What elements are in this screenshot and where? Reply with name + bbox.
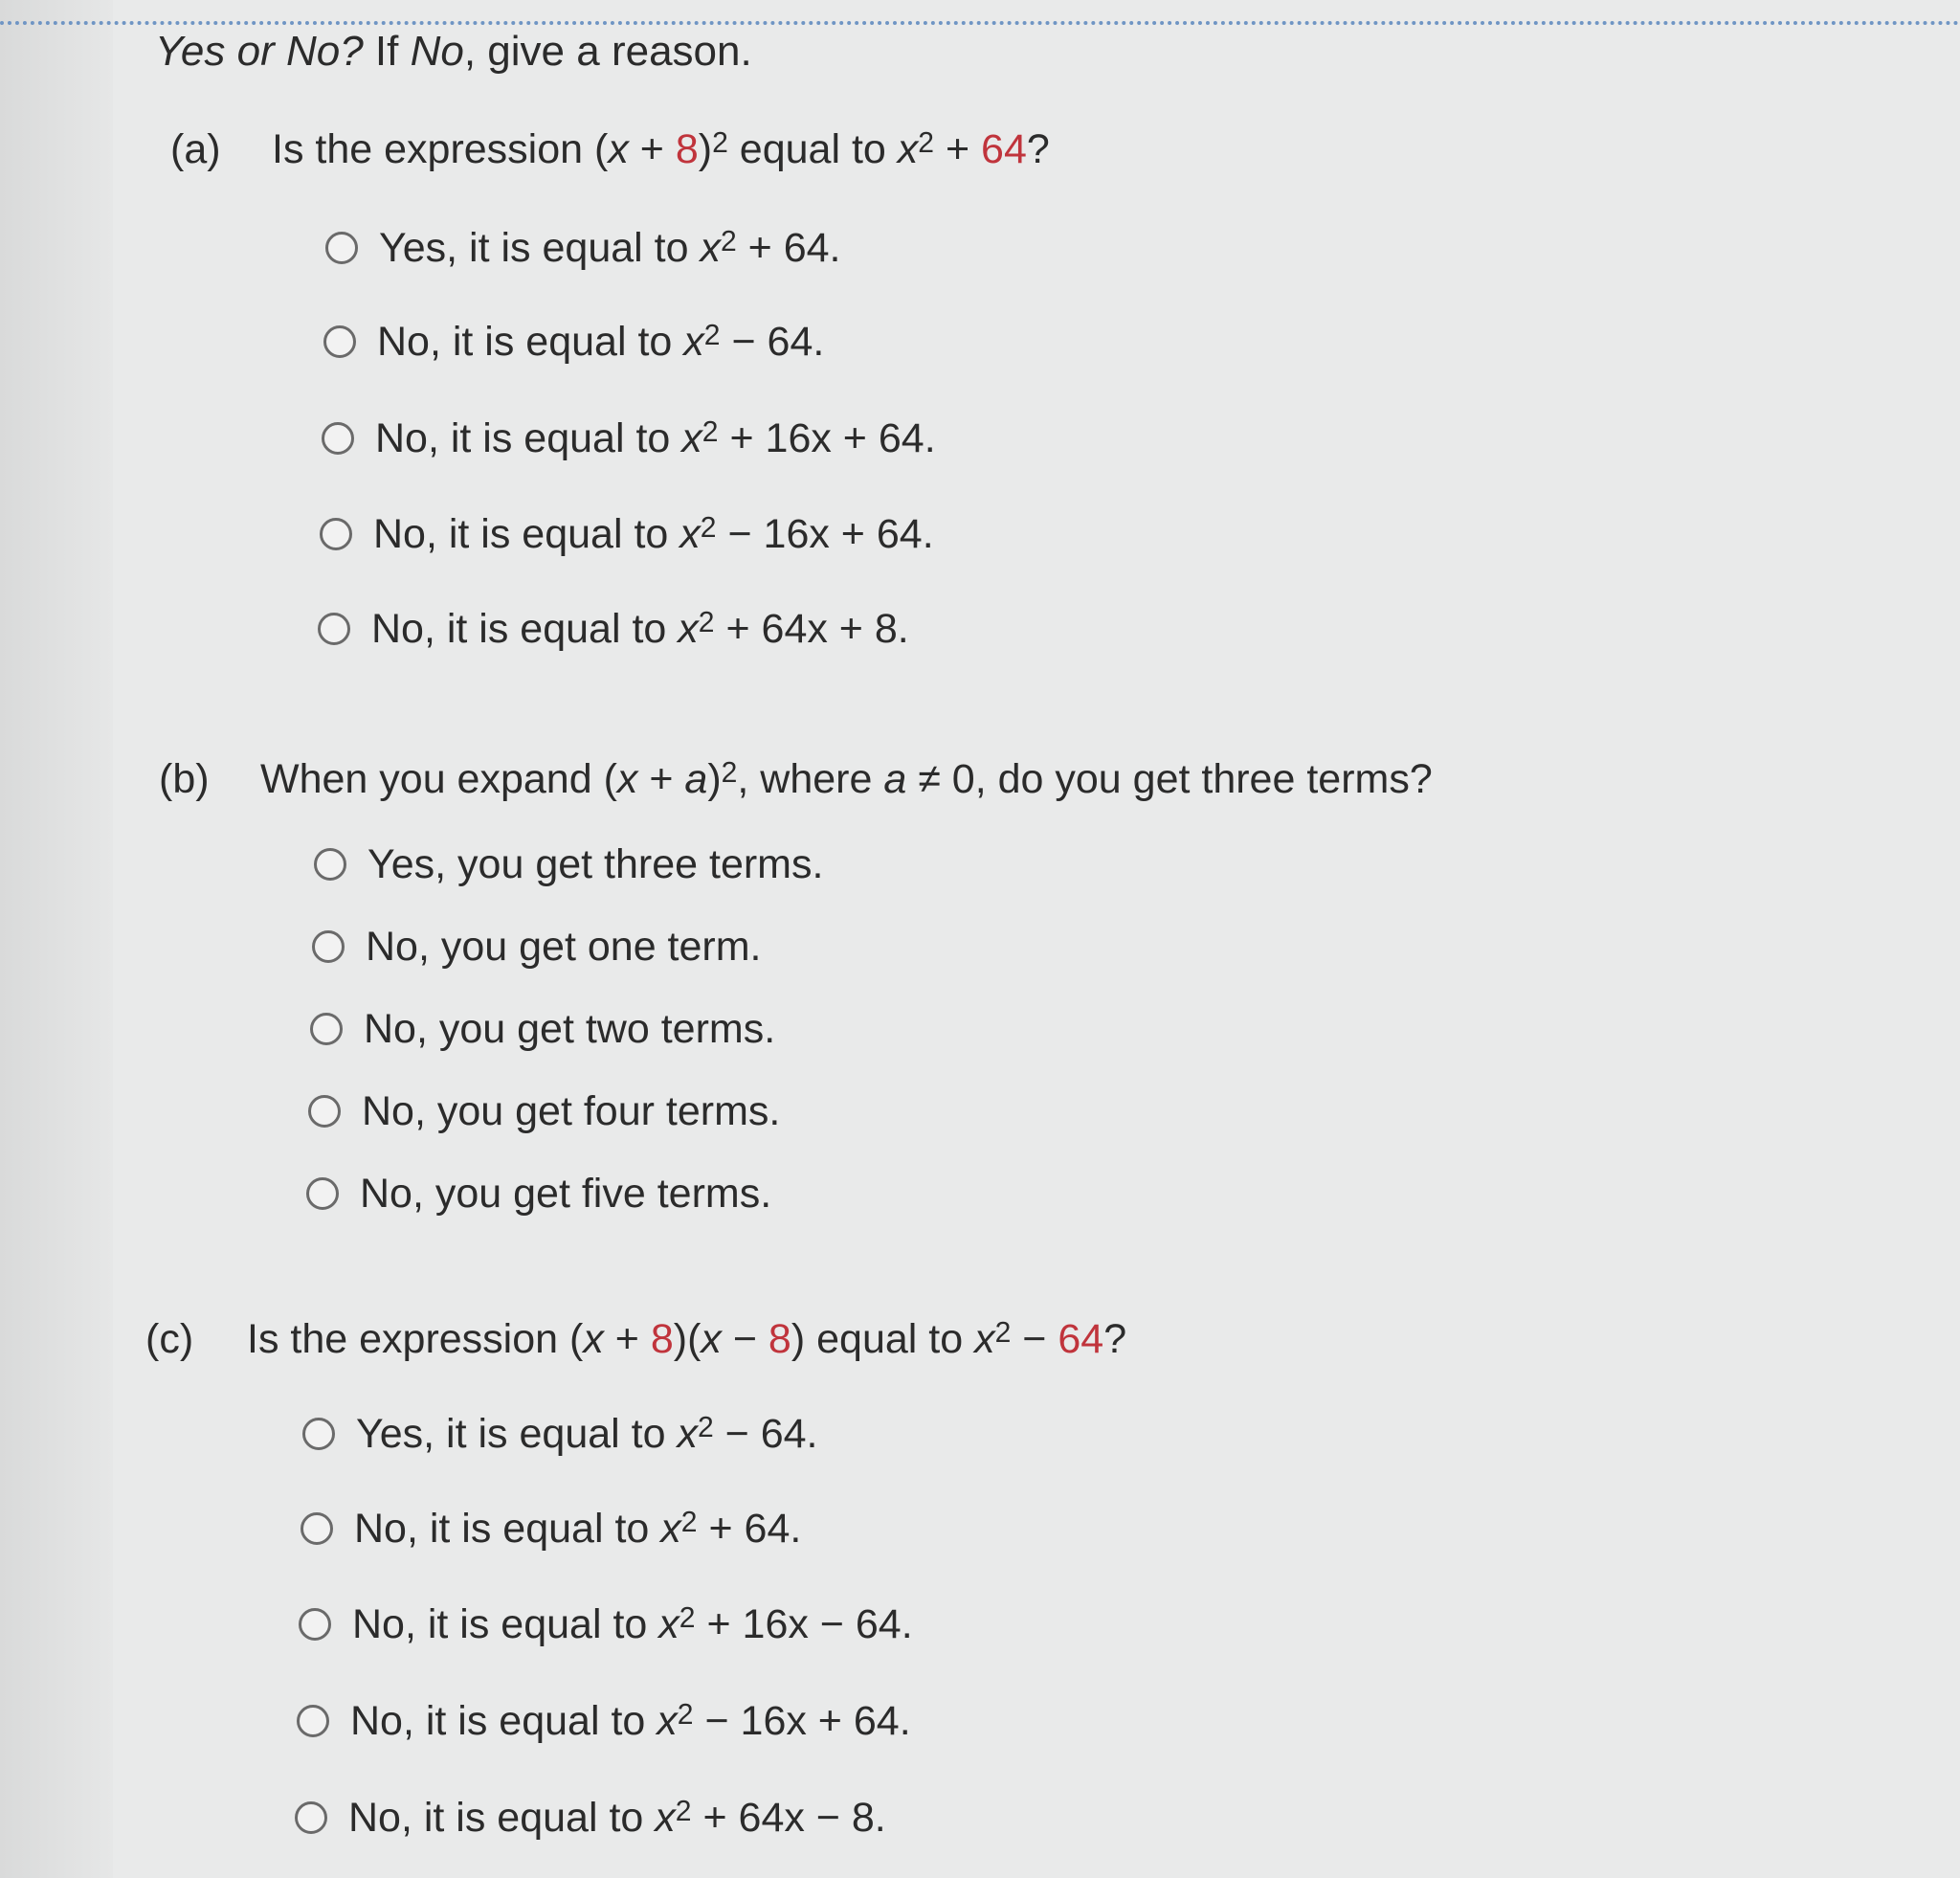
option-label: No, it is equal to $x^2 - 16x + 64$. [373, 511, 934, 557]
question-c: (c) Is the expression (x + 8)(x − 8) equal to $x^2 - 64$? [145, 1316, 1127, 1362]
option-c-4[interactable] [297, 1692, 911, 1750]
radio-button[interactable] [302, 1418, 335, 1450]
radio-button[interactable] [312, 930, 345, 963]
question-a-label: (a) [170, 126, 221, 172]
option-label: Yes, it is equal to $x^2 + 64$. [379, 225, 841, 271]
radio-button[interactable] [295, 1801, 327, 1834]
option-b-3[interactable] [310, 1000, 775, 1058]
option-b-2[interactable] [312, 918, 762, 975]
option-label: No, you get five terms. [360, 1171, 772, 1217]
question-b: (b) When you expand $(x + a)^2$, where a ≠ 0, do you get three terms? [159, 756, 1433, 802]
option-label: No, you get two terms. [364, 1006, 776, 1052]
instruction-text: Yes or No? If No, give a reason. [155, 28, 752, 75]
option-label: No, it is equal to $x^2 + 64x - 8$. [348, 1795, 886, 1841]
option-b-1[interactable] [314, 836, 823, 893]
option-label: Yes, it is equal to $x^2 - 64$. [356, 1411, 818, 1457]
radio-button[interactable] [318, 613, 350, 645]
question-b-label: (b) [159, 756, 210, 802]
option-a-3[interactable] [322, 410, 936, 467]
option-label: No, it is equal to $x^2 - 64$. [377, 319, 825, 365]
question-c-label: (c) [145, 1316, 194, 1362]
option-b-5[interactable] [306, 1165, 771, 1222]
radio-button[interactable] [310, 1013, 343, 1045]
option-label: No, it is equal to $x^2 + 16x + 64$. [375, 415, 936, 461]
option-label: No, it is equal to $x^2 + 64x + 8$. [371, 606, 909, 652]
option-c-1[interactable] [302, 1405, 818, 1463]
option-a-5[interactable] [318, 600, 909, 658]
option-c-5[interactable] [295, 1789, 886, 1846]
option-a-1[interactable] [325, 219, 841, 277]
option-a-4[interactable] [320, 505, 934, 563]
option-label: No, it is equal to $x^2 + 64$. [354, 1506, 802, 1552]
radio-button[interactable] [297, 1705, 329, 1737]
option-c-3[interactable] [299, 1596, 913, 1653]
radio-button[interactable] [314, 848, 346, 881]
option-label: Yes, you get three terms. [368, 841, 824, 887]
radio-button[interactable] [299, 1608, 331, 1641]
question-a: (a) Is the expression $(x + 8)^2$ equal to $x^2 + 64$? [170, 126, 1050, 172]
radio-button[interactable] [308, 1095, 341, 1128]
radio-button[interactable] [325, 232, 358, 264]
option-label: No, it is equal to $x^2 + 16x - 64$. [352, 1601, 913, 1647]
radio-button[interactable] [322, 422, 354, 455]
option-c-2[interactable] [301, 1500, 801, 1557]
option-a-2[interactable] [323, 313, 824, 370]
option-b-4[interactable] [308, 1083, 780, 1140]
option-label: No, you get four terms. [362, 1088, 781, 1134]
option-label: No, you get one term. [366, 924, 762, 970]
radio-button[interactable] [323, 325, 356, 358]
radio-button[interactable] [320, 518, 352, 550]
radio-button[interactable] [306, 1177, 339, 1210]
left-margin [0, 0, 113, 1878]
radio-button[interactable] [301, 1512, 333, 1545]
option-label: No, it is equal to $x^2 - 16x + 64$. [350, 1698, 911, 1744]
